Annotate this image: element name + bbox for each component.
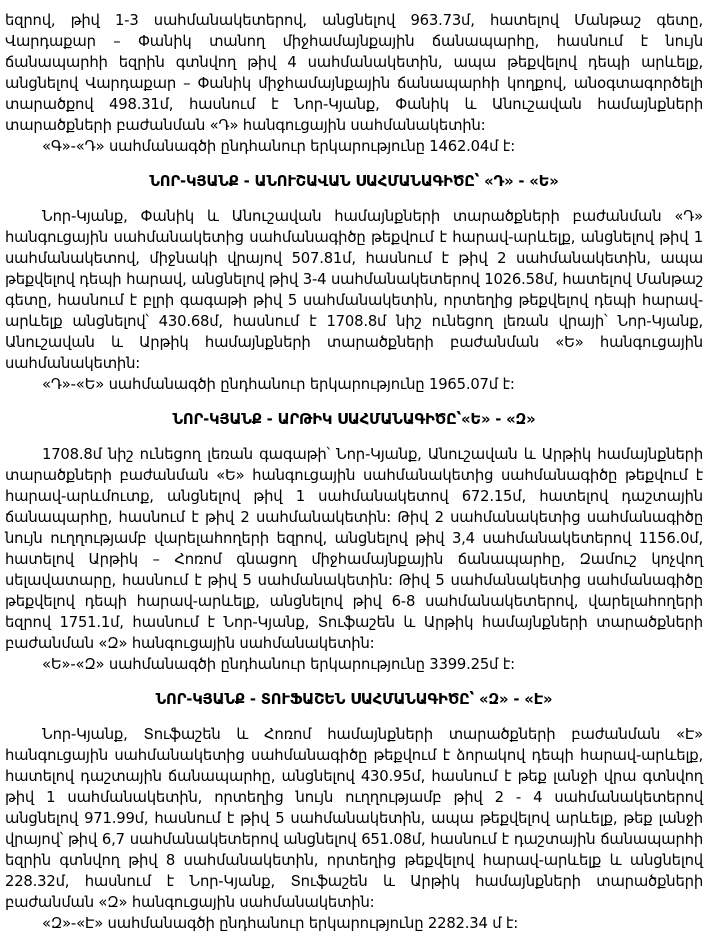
section-body-nor-kyanq-artik: 1708.8մ նիշ ունեցող լեռան գագաթի՝ Նոր-Կյանք, Անուշավան և Արթիկ համայնքների տարածքների բաժանման «Ե» հանգուցային սահմանակետից սահմանագիծը թեքվում է հարավ-արևմուտք, անցնելով թիվ 1 սահմանակետով 672.15մ, հատելով դաշտային ճանապարհը, հասնում է թիվ 2 սահմանակետին: Թիվ 2 սահմանակետից սահմանագիծը նույն ուղղությամբ վարելահողերի եզրով, անցնելով թիվ 3,4 սահմանակետերով 1156.0մ, հատելով Արթիկ – Հոռոմ գնացող միջհամայնքային ճանապարհը, Զամուշ կոչվող սելավատարը, հասնում է թիվ 5 սահմանակետին: Թիվ 5 սահմանակետից սահմանագիծը թեքվելով դեպի հարավ-արևելք, անցնելով թիվ 6-8 սահմանակետերով, վարելահողերի եզրով 1751.1մ, հասնում է Նոր-Կյանք, Տուֆաշեն և Արթիկ համայնքների տարածքների բաժանման «Զ» հանգուցային սահմանակետին: bbox=[5, 446, 703, 652]
section-heading-nor-kyanq-anushavan: ՆՈՐ-ԿՅԱՆՔ - ԱՆՈՒՇԱՎԱՆ ՍԱՀՄԱՆԱԳԻԾԸ՝ «Դ» - «Ե» bbox=[149, 173, 559, 190]
section-body-nor-kyanq-tufashen: Նոր-Կյանք, Տուֆաշեն և Հոռոմ համայնքների տարածքների բաժանման «Է» հանգուցային սահմանակետից սահմանագիծը թեքվում է ձորակով դեպի հարավ-արևելք, հատելով դաշտային ճանապարհը, անցնելով 430.95մ, հասնում է թեք լանջի վրա գտնվող թիվ 1 սահմանակետին, որտեղից նույն ուղղությամբ թիվ 2 - 4 սահմանակետերով անցնելով 971.99մ, հասնում է թիվ 5 սահմանակետին, ապա թեքվելով արևելք, թեք լանջի վրայով՝ թիվ 6,7 սահմանակետերով անցնելով 651.08մ, հասնում է դաշտային ճանապարհի եզրին գտնվող թիվ 8 սահմանակետին, որտեղից թեքվելով հարավ-արևելք և անցնելով 228.32մ, հասնում է Նոր-Կյանք, Տուֆաշեն և Արթիկ համայնքների տարածքների բաժանման «Զ» հանգուցային սահմանակետին: bbox=[5, 726, 703, 911]
boundary-length-summary-d-e: «Դ»-«Ե» սահմանագծի ընդհանուր երկարությունը 1965.07մ է: bbox=[42, 376, 515, 393]
section-heading-nor-kyanq-tufashen: ՆՈՐ-ԿՅԱՆՔ - ՏՈՒՖԱՇԵՆ ՍԱՀՄԱՆԱԳԻԾԸ՝ «Զ» - «Է» bbox=[155, 691, 553, 708]
boundary-length-summary-g-d: «Գ»-«Դ» սահմանագծի ընդհանուր երկարությունը 1462.04մ է: bbox=[42, 138, 515, 155]
section-body-nor-kyanq-anushavan: Նոր-Կյանք, Փանիկ և Անուշավան համայնքների տարածքների բաժանման «Դ» հանգուցային սահմանակետից սահմանագիծը թեքվում է հարավ-արևելք, անցնելով թիվ 1 սահմանակետով, միջնակի վրայով 507.81մ, հասնում է թիվ 2 սահմանակետին, ապա թեքվելով դեպի հարավ, անցնելով թիվ 3-4 սահմանակետերով 1026.58մ, հատելով Մանթաշ գետը, հասնում է բլրի գագաթի թիվ 5 սահմանակետին, որտեղից թեքվելով դեպի հարավ-արևելք անցնելով՝ 430.68մ, հասնում է 1708.8մ նիշ ունեցող լեռան վրայի՝ Նոր-Կյանք, Անուշավան և Արթիկ համայնքների տարածքների բաժանման «Ե» հանգուցային սահմանակետին: bbox=[5, 208, 703, 372]
boundary-length-summary-e-z: «Ե»-«Զ» սահմանագծի ընդհանուր երկարությունը 3399.25մ է: bbox=[42, 656, 515, 673]
boundary-length-summary-z-eh: «Զ»-«Է» սահմանագծի ընդհանուր երկարությունը 2282.34 մ է: bbox=[42, 915, 519, 932]
continuation-paragraph: եզրով, թիվ 1-3 սահմանակետերով, անցնելով 963.73մ, հատելով Մանթաշ գետը, Վարդաքար – Փանիկ տանող միջհամայնքային ճանապարհը, հասնում է նույն ճանապարհի եզրին գտնվող թիվ 4 սահմանակետին, ապա թեքվելով դեպի արևելք, անցնելով Վարդաքար – Փանիկ միջհամայնքային ճանապարհի կողքով, անօգտագործելի տարածքով 498.31մ, հասնում է Նոր-Կյանք, Փանիկ և Անուշավան համայնքների տարածքների բաժանման «Դ» հանգուցային սահմանակետին: bbox=[5, 12, 703, 134]
section-heading-nor-kyanq-artik: ՆՈՐ-ԿՅԱՆՔ - ԱՐԹԻԿ ՍԱՀՄԱՆԱԳԻԾԸ՝«Ե» - «Զ» bbox=[172, 411, 536, 428]
